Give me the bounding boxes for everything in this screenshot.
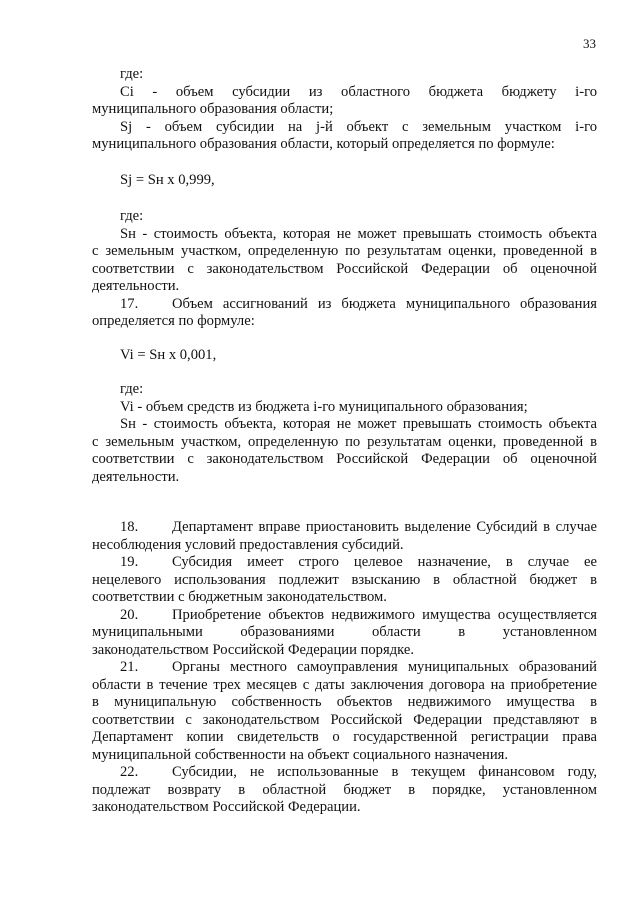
text-line: Sj - объем субсидии на j-й объект с земельным участком i-го (120, 118, 597, 135)
paragraph-19-first-line (92, 554, 597, 572)
text-line: соответствии с законодательством Российской Федерации об оценочной (92, 260, 597, 277)
text-line: с земельным участком, определенную по результатам оценки, проведенной в (92, 433, 597, 450)
text-line: муниципального образования области; (92, 101, 334, 117)
paragraph-number: 17. (120, 295, 139, 312)
text-line: Объем ассигнований из бюджета муниципального образования (172, 295, 597, 312)
text-line: Департамент копии свидетельств о государственной регистрации права (92, 729, 597, 745)
text-line: Субсидии, не использованные в текущем финансовом году, (172, 764, 597, 780)
text-line: деятельности. (92, 468, 180, 485)
text-block-definitions-2 (92, 208, 597, 331)
paragraph-number: 21. (120, 659, 139, 675)
text-line: подлежат возврату в областной бюджет в порядке, установленном (92, 781, 597, 798)
text-line: Департамент вправе приостановить выделение Субсидий в случае (172, 519, 597, 535)
formula-line: Sj = Sн х 0,999, (120, 172, 215, 188)
text-line: нецелевого использования подлежит взысканию в областной бюджет в (92, 571, 597, 588)
paragraph-22-first-line (92, 764, 597, 782)
text-line: определяется по формуле: (92, 313, 255, 329)
paragraph-number: 19. (120, 554, 139, 570)
text-line: законодательством Российской Федерации порядке. (92, 641, 414, 658)
text-line: муниципальной собственности на объект социального назначения. (92, 746, 509, 763)
text-line: Органы местного самоуправления муниципальных образований (172, 659, 597, 675)
page-number: 33 (583, 36, 596, 51)
text-line: Sн - стоимость объекта, которая не может превышать стоимость объекта (120, 225, 597, 242)
text-line: в муниципальную собственность объектов недвижимого имущества в (92, 694, 597, 710)
text-line: законодательством Российской Федерации. (92, 799, 361, 815)
text-line: с земельным участком, определенную по результатам оценки, проведенной в (92, 243, 597, 259)
text-line: Vi - объем средств из бюджета i-го муниципального образования; (120, 398, 528, 415)
paragraph-number: 18. (120, 519, 139, 535)
text-line: соответствии с бюджетным законодательством. (92, 589, 387, 605)
formula-line: Vi = Sн х 0,001, (120, 347, 217, 363)
paragraph-number: 22. (120, 764, 139, 780)
text-block-paragraphs-18-22 (92, 519, 597, 817)
formula-sj (92, 172, 597, 190)
text-line: Приобретение объектов недвижимого имущества осуществляется (172, 606, 597, 623)
paragraph-20-first-line (92, 607, 597, 625)
paragraph-21-first-line (92, 659, 597, 677)
text-block-definitions-1 (92, 66, 597, 154)
text-line: Ci - объем субсидии из областного бюджета бюджету i-го (120, 83, 597, 100)
text-line: Субсидия имеет строго целевое назначение, в случае ее (172, 554, 597, 570)
text-line: соответствии с законодательством Российской Федерации представляют в (92, 711, 597, 728)
text-line: муниципальными образованиями области в установленном (92, 624, 597, 640)
paragraph-17-first-line (92, 296, 597, 314)
text-line: деятельности. (92, 278, 180, 294)
text-line: где: (120, 208, 144, 224)
text-line: где: (120, 66, 144, 82)
text-line: Sн - стоимость объекта, которая не может превышать стоимость объекта (120, 416, 597, 432)
text-block-definitions-3 (92, 381, 597, 486)
text-line: соответствии с законодательством Российской Федерации об оценочной (92, 451, 597, 467)
paragraph-number: 20. (120, 606, 139, 623)
formula-vi (92, 347, 597, 365)
text-line: области в течение трех месяцев с даты заключения договора на приобретение (92, 676, 597, 693)
text-line: муниципального образования области, который определяется по формуле: (92, 136, 555, 152)
text-line: где: (120, 381, 144, 397)
text-line: несоблюдения условий предоставления субсидий. (92, 536, 404, 553)
paragraph-18-first-line (92, 519, 597, 537)
